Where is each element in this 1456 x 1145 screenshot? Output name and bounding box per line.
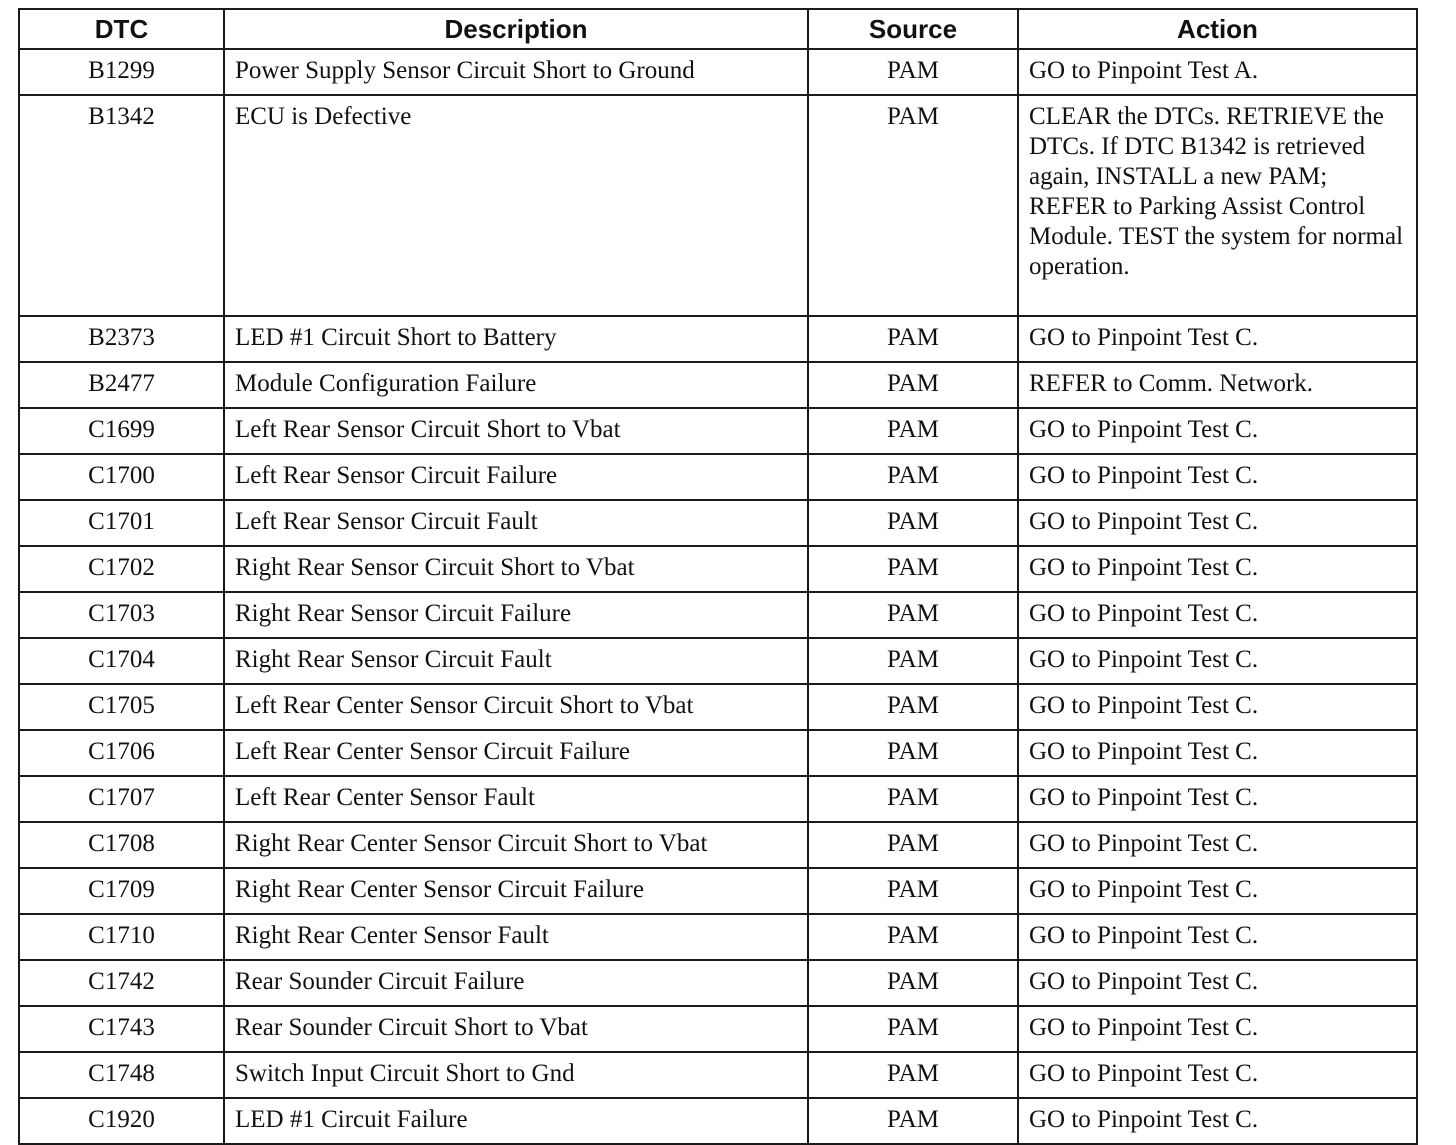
source-cell: PAM	[808, 362, 1018, 408]
dtc-code-cell: C1710	[19, 914, 224, 960]
dtc-code-cell: C1702	[19, 546, 224, 592]
dtc-code-cell: C1742	[19, 960, 224, 1006]
action-cell: CLEAR the DTCs. RETRIEVE the DTCs. If DTC B1342 is retrieved again, INSTALL a new PAM; REFER to Parking Assist Control Module. TEST the system for normal operation.	[1018, 95, 1417, 316]
description-cell: Right Rear Center Sensor Fault	[224, 914, 808, 960]
description-cell: Module Configuration Failure	[224, 362, 808, 408]
header-description: Description	[224, 9, 808, 49]
table-row	[19, 1098, 1417, 1144]
description-cell: Rear Sounder Circuit Failure	[224, 960, 808, 1006]
source-cell: PAM	[808, 1006, 1018, 1052]
description-cell: LED #1 Circuit Short to Battery	[224, 316, 808, 362]
source-cell: PAM	[808, 868, 1018, 914]
table-row	[19, 730, 1417, 776]
dtc-code-cell: C1708	[19, 822, 224, 868]
description-cell: Left Rear Center Sensor Circuit Short to Vbat	[224, 684, 808, 730]
dtc-code-cell: C1699	[19, 408, 224, 454]
description-cell: Power Supply Sensor Circuit Short to Ground	[224, 49, 808, 95]
header-action: Action	[1018, 9, 1417, 49]
dtc-code-cell: C1709	[19, 868, 224, 914]
action-cell: GO to Pinpoint Test C.	[1018, 408, 1417, 454]
dtc-code-cell: B2477	[19, 362, 224, 408]
table-row	[19, 914, 1417, 960]
table-body	[19, 49, 1417, 1144]
source-cell: PAM	[808, 95, 1018, 316]
dtc-code-cell: C1704	[19, 638, 224, 684]
description-cell: Left Rear Center Sensor Fault	[224, 776, 808, 822]
dtc-code-cell: C1748	[19, 1052, 224, 1098]
action-cell: GO to Pinpoint Test C.	[1018, 1006, 1417, 1052]
source-cell: PAM	[808, 776, 1018, 822]
source-cell: PAM	[808, 546, 1018, 592]
source-cell: PAM	[808, 1098, 1018, 1144]
table-row	[19, 592, 1417, 638]
table-row	[19, 960, 1417, 1006]
description-cell: Left Rear Sensor Circuit Failure	[224, 454, 808, 500]
table-row	[19, 1006, 1417, 1052]
table-row	[19, 362, 1417, 408]
source-cell: PAM	[808, 408, 1018, 454]
table-header	[19, 9, 1417, 49]
description-cell: LED #1 Circuit Failure	[224, 1098, 808, 1144]
dtc-code-cell: B2373	[19, 316, 224, 362]
dtc-code-cell: C1700	[19, 454, 224, 500]
table-row	[19, 316, 1417, 362]
description-cell: Left Rear Center Sensor Circuit Failure	[224, 730, 808, 776]
dtc-code-cell: B1342	[19, 95, 224, 316]
dtc-code-cell: C1703	[19, 592, 224, 638]
description-cell: Right Rear Sensor Circuit Failure	[224, 592, 808, 638]
table-row	[19, 454, 1417, 500]
table-row	[19, 638, 1417, 684]
table-row	[19, 546, 1417, 592]
action-cell: GO to Pinpoint Test C.	[1018, 592, 1417, 638]
source-cell: PAM	[808, 316, 1018, 362]
source-cell: PAM	[808, 730, 1018, 776]
source-cell: PAM	[808, 684, 1018, 730]
description-cell: ECU is Defective	[224, 95, 808, 316]
table-row	[19, 868, 1417, 914]
description-cell: Right Rear Sensor Circuit Fault	[224, 638, 808, 684]
table-row	[19, 95, 1417, 316]
description-cell: Left Rear Sensor Circuit Fault	[224, 500, 808, 546]
action-cell: GO to Pinpoint Test C.	[1018, 868, 1417, 914]
description-cell: Right Rear Sensor Circuit Short to Vbat	[224, 546, 808, 592]
header-dtc: DTC	[19, 9, 224, 49]
source-cell: PAM	[808, 454, 1018, 500]
action-cell: GO to Pinpoint Test C.	[1018, 546, 1417, 592]
table-row	[19, 500, 1417, 546]
action-cell: GO to Pinpoint Test C.	[1018, 914, 1417, 960]
description-cell: Right Rear Center Sensor Circuit Short to Vbat	[224, 822, 808, 868]
action-cell: GO to Pinpoint Test C.	[1018, 500, 1417, 546]
table-row	[19, 408, 1417, 454]
table-row	[19, 776, 1417, 822]
dtc-code-cell: C1920	[19, 1098, 224, 1144]
dtc-code-cell: C1701	[19, 500, 224, 546]
source-cell: PAM	[808, 1052, 1018, 1098]
dtc-code-cell: B1299	[19, 49, 224, 95]
table-row	[19, 1052, 1417, 1098]
source-cell: PAM	[808, 500, 1018, 546]
action-cell: GO to Pinpoint Test C.	[1018, 684, 1417, 730]
action-cell: GO to Pinpoint Test C.	[1018, 316, 1417, 362]
action-cell: GO to Pinpoint Test C.	[1018, 730, 1417, 776]
action-cell: GO to Pinpoint Test C.	[1018, 822, 1417, 868]
source-cell: PAM	[808, 638, 1018, 684]
table-row	[19, 684, 1417, 730]
dtc-table	[18, 8, 1418, 1145]
dtc-code-cell: C1705	[19, 684, 224, 730]
source-cell: PAM	[808, 822, 1018, 868]
action-cell: GO to Pinpoint Test C.	[1018, 776, 1417, 822]
source-cell: PAM	[808, 914, 1018, 960]
source-cell: PAM	[808, 49, 1018, 95]
description-cell: Switch Input Circuit Short to Gnd	[224, 1052, 808, 1098]
action-cell: GO to Pinpoint Test A.	[1018, 49, 1417, 95]
table-row	[19, 49, 1417, 95]
description-cell: Right Rear Center Sensor Circuit Failure	[224, 868, 808, 914]
action-cell: GO to Pinpoint Test C.	[1018, 454, 1417, 500]
action-cell: GO to Pinpoint Test C.	[1018, 960, 1417, 1006]
action-cell: GO to Pinpoint Test C.	[1018, 1098, 1417, 1144]
action-cell: GO to Pinpoint Test C.	[1018, 638, 1417, 684]
action-cell: REFER to Comm. Network.	[1018, 362, 1417, 408]
table-row	[19, 822, 1417, 868]
source-cell: PAM	[808, 960, 1018, 1006]
source-cell: PAM	[808, 592, 1018, 638]
dtc-code-cell: C1706	[19, 730, 224, 776]
dtc-code-cell: C1743	[19, 1006, 224, 1052]
header-row	[19, 9, 1417, 49]
description-cell: Rear Sounder Circuit Short to Vbat	[224, 1006, 808, 1052]
description-cell: Left Rear Sensor Circuit Short to Vbat	[224, 408, 808, 454]
dtc-code-cell: C1707	[19, 776, 224, 822]
action-cell: GO to Pinpoint Test C.	[1018, 1052, 1417, 1098]
header-source: Source	[808, 9, 1018, 49]
